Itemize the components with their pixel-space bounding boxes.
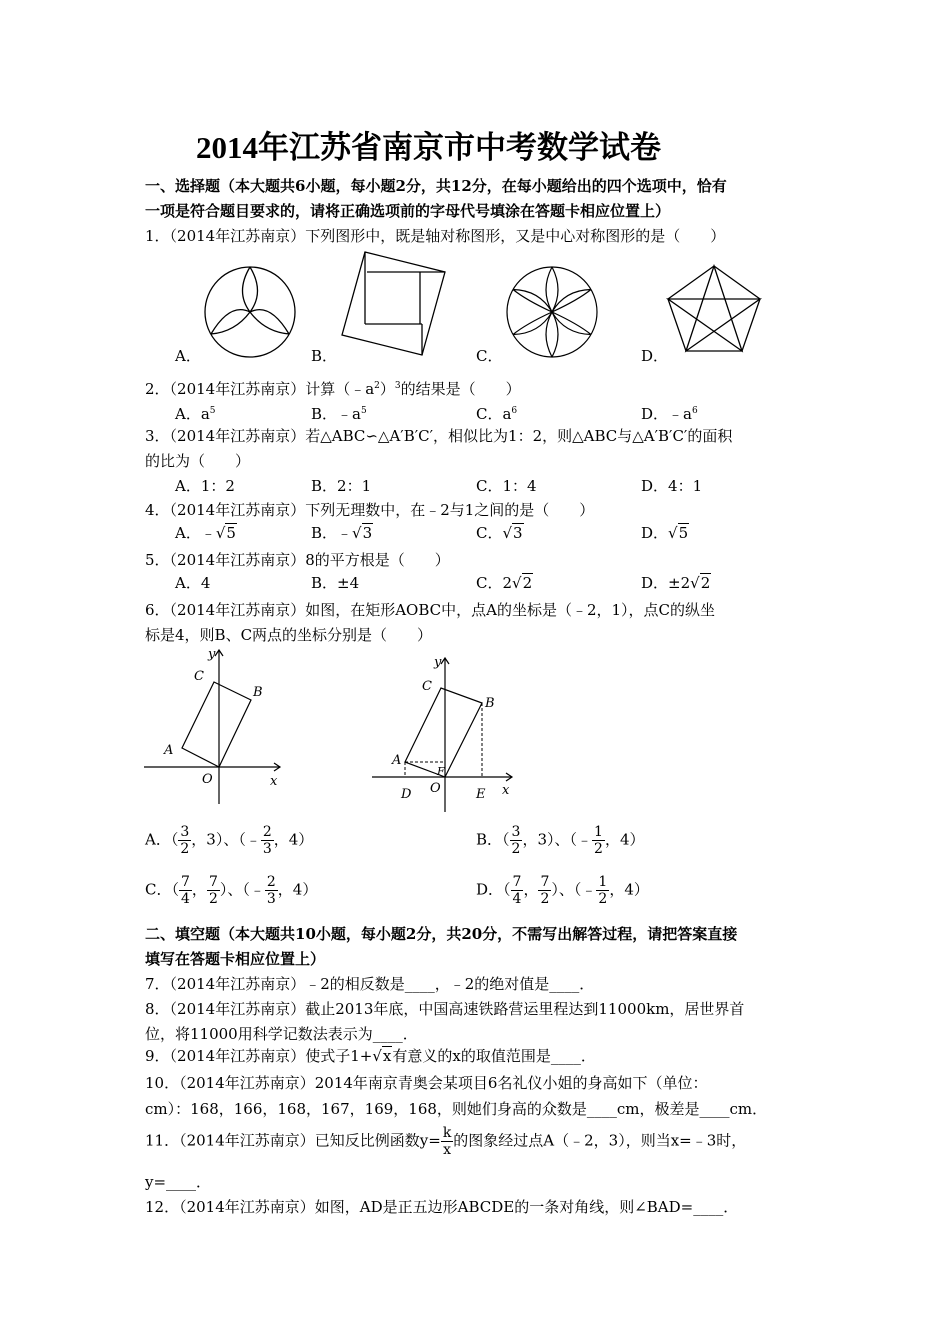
q2-option-a: A．$a^5$ bbox=[175, 405, 216, 423]
q11-text-line1: 11．（2014年江苏南京）已知反比例函数y= $\frac{k}{x}$ 的图象经过点A（﹣2，3），则当x=﹣3时， bbox=[145, 1125, 747, 1158]
q3-option-b: B．2：1 bbox=[311, 477, 372, 495]
q6-option-b: B．（ $\frac{3}{2}$ ，3）、（﹣ $\frac{1}{2}$ ，4） bbox=[476, 824, 645, 857]
q6-fig2-label-a: A bbox=[392, 753, 402, 768]
q8-text-line2: 位，将11000用科学记数法表示为____． bbox=[145, 1025, 418, 1043]
q6-figure-2 bbox=[370, 652, 520, 817]
q1-figure-c bbox=[502, 262, 602, 362]
q10-text-line1: 10．（2014年江苏南京）2014年南京青奥会某项目6名礼仪小姐的身高如下（单位： bbox=[145, 1074, 708, 1092]
q8-text-line1: 8．（2014年江苏南京）截止2013年底，中国高速铁路营运里程达到11000km，居世界首 bbox=[145, 1000, 745, 1018]
q6-option-a: A．（ $\frac{3}{2}$ ，3）、（﹣ $\frac{2}{3}$ ，4） bbox=[145, 824, 314, 857]
q6-option-c: C．（ $\frac{7}{4}$ ， $\frac{7}{2}$ ）、（﹣ $\frac{2}{3}$ ，4） bbox=[145, 874, 318, 907]
q4-text: 4．（2014年江苏南京）下列无理数中，在﹣2与1之间的是（ ） bbox=[145, 501, 595, 519]
q9-text: 9．（2014年江苏南京）使式子1+√x有意义的x的取值范围是____． bbox=[145, 1047, 596, 1065]
q3-option-d: D．4：1 bbox=[641, 477, 703, 495]
q6-fig1-label-o: O bbox=[202, 772, 213, 787]
q6-fig1-label-c: C bbox=[194, 669, 204, 684]
q11-text-line2: y=____． bbox=[145, 1173, 212, 1191]
q4-option-b: B．﹣√3 bbox=[311, 524, 373, 542]
q2-option-d: D．$﹣a^6$ bbox=[641, 405, 698, 423]
q1-option-b: B． bbox=[311, 347, 338, 365]
q6-fig2-label-y: y bbox=[434, 655, 442, 670]
q5-option-d: D．±2√2 bbox=[641, 574, 711, 592]
q6-option-d: D．（ $\frac{7}{4}$ ， $\frac{7}{2}$ ）、（﹣ $\frac{1}{2}$ ，4） bbox=[476, 874, 649, 907]
q1-option-a: A． bbox=[175, 347, 201, 365]
q1-figure-d bbox=[664, 262, 764, 354]
q1-option-d: D． bbox=[641, 347, 669, 365]
q3-option-c: C．1：4 bbox=[476, 477, 537, 495]
q6-fig1-label-y: y bbox=[208, 647, 216, 662]
q6-text-line1: 6．（2014年江苏南京）如图，在矩形AOBC中，点A的坐标是（﹣2，1），点C的纵坐 bbox=[145, 601, 716, 619]
q6-text-line2: 标是4，则B、C两点的坐标分别是（ ） bbox=[145, 626, 433, 644]
section2-heading-line1: 二、填空题（本大题共10小题，每小题2分，共20分，不需写出解答过程，请把答案直接 bbox=[145, 925, 738, 943]
section1-heading-line1: 一、选择题（本大题共6小题，每小题2分，共12分，在每小题给出的四个选项中，恰有 bbox=[145, 177, 727, 195]
q4-option-a: A．﹣√5 bbox=[175, 524, 236, 542]
q2-option-b: B．$﹣a^5$ bbox=[311, 405, 367, 423]
q6-fig1-label-a: A bbox=[164, 743, 174, 758]
q1-option-c: C． bbox=[476, 347, 503, 365]
q6-fig2-label-o: O bbox=[430, 781, 441, 796]
q1-text: 1．（2014年江苏南京）下列图形中，既是轴对称图形，又是中心对称图形的是（ ） bbox=[145, 227, 726, 245]
q6-fig2-label-b: B bbox=[485, 696, 495, 711]
q4-option-c: C．√3 bbox=[476, 524, 523, 542]
q2-text: 2．（2014年江苏南京）计算$(﹣a^2)^3$的结果是（ ） bbox=[145, 380, 521, 398]
q1-figure-a bbox=[200, 262, 300, 362]
q12-text: 12．（2014年江苏南京）如图，AD是正五边形ABCDE的一条对角线，则∠BAD=____． bbox=[145, 1198, 739, 1216]
q2-option-c: C．$a^6$ bbox=[476, 405, 518, 423]
q5-text: 5．（2014年江苏南京）8的平方根是（ ） bbox=[145, 551, 450, 569]
section2-heading-line2: 填写在答题卡相应位置上） bbox=[145, 950, 326, 968]
q4-option-d: D．√5 bbox=[641, 524, 689, 542]
q3-text-line2: 的比为（ ） bbox=[145, 452, 251, 470]
q7-text: 7．（2014年江苏南京）﹣2的相反数是____，﹣2的绝对值是____． bbox=[145, 975, 595, 993]
q6-figure-1 bbox=[142, 644, 292, 809]
q5-option-b: B．±4 bbox=[311, 574, 360, 592]
q3-text-line1: 3．（2014年江苏南京）若△ABC∽△A′B′C′，相似比为1：2，则△ABC与△A′B′C′的面积 bbox=[145, 427, 733, 445]
q6-fig2-label-e: E bbox=[476, 787, 486, 802]
q10-text-line2: cm）：168，166，168，167，169，168，则她们身高的众数是____cm，极差是____cm． bbox=[145, 1100, 768, 1118]
q5-option-c: C．2√2 bbox=[476, 574, 533, 592]
q6-fig1-label-x: x bbox=[270, 774, 278, 789]
page-title: 2014年江苏省南京市中考数学试卷 bbox=[196, 130, 661, 165]
q6-fig1-label-b: B bbox=[253, 685, 263, 700]
q6-fig2-label-x: x bbox=[502, 783, 510, 798]
q6-fig2-label-f: F bbox=[437, 765, 445, 778]
q1-figure-b bbox=[340, 250, 450, 360]
section1-heading-line2: 一项是符合题目要求的，请将正确选项前的字母代号填涂在答题卡相应位置上） bbox=[145, 202, 671, 220]
q6-fig2-label-d: D bbox=[401, 787, 412, 802]
q3-option-a: A．1：2 bbox=[175, 477, 235, 495]
q5-option-a: A．4 bbox=[175, 574, 211, 592]
q6-fig2-label-c: C bbox=[422, 679, 432, 694]
